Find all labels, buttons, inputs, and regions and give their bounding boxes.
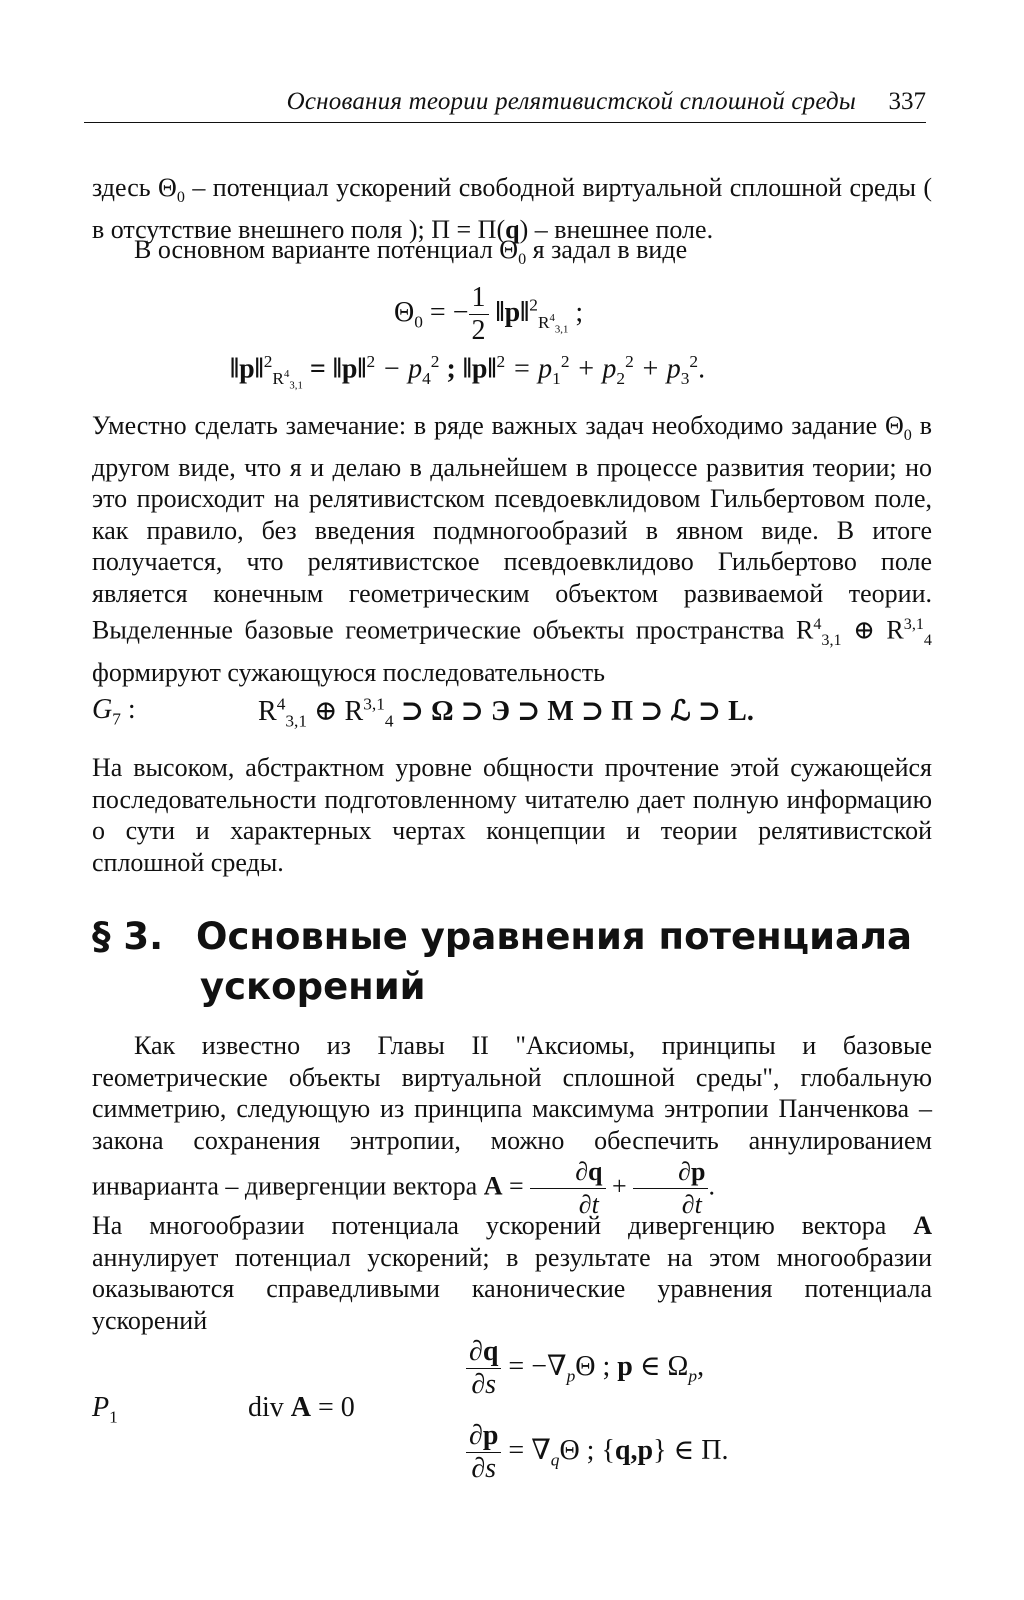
vector-a: A xyxy=(913,1211,932,1240)
subscript: p xyxy=(566,1366,576,1386)
equation-norm-p xyxy=(230,352,705,391)
subscript: 4 xyxy=(422,368,431,388)
text: формируют сужающуюся последовательность xyxy=(92,657,606,687)
norm-p: ; ‖p‖ xyxy=(439,353,497,385)
subscript: 3,1 xyxy=(289,379,303,392)
numerator: ∂p xyxy=(466,1420,501,1453)
symbol-p: P xyxy=(92,1392,110,1423)
space-symbol: R xyxy=(272,368,285,388)
subscript: 2 xyxy=(616,368,626,388)
section-number: § 3. xyxy=(92,915,164,958)
space-subscript xyxy=(272,368,303,392)
running-title: Основания теории релятивистской сплошной среды xyxy=(286,88,856,115)
period: . xyxy=(698,353,706,385)
subscript: q xyxy=(550,1450,560,1470)
fraction-dp-ds xyxy=(466,1420,501,1485)
space-subscript xyxy=(537,311,569,335)
p1: = p xyxy=(505,353,553,385)
norm-p: ‖p‖ xyxy=(495,296,530,328)
vector-a: A xyxy=(290,1392,312,1423)
superscript: 3,1 xyxy=(903,616,924,634)
rhs: Θ ; { xyxy=(559,1434,615,1466)
numerator: 1 xyxy=(469,282,489,315)
text: – потенциал ускорений свободной виртуальной сплошной среды ( в отсутствие внешнего поля ); Π = Π( xyxy=(92,173,933,244)
rhs: = −∇ xyxy=(501,1350,567,1382)
superscript: 2 xyxy=(560,352,570,371)
plus: + xyxy=(605,1171,634,1201)
page-number: 337 xyxy=(888,88,926,115)
superscript: 4 xyxy=(549,311,555,324)
superscript: 3,1 xyxy=(363,694,385,714)
symbol-g: G xyxy=(92,694,113,725)
text: На многообразии потенциала ускорений дивергенцию вектора xyxy=(92,1211,914,1240)
section-heading xyxy=(92,912,952,1012)
equals-zero: = 0 xyxy=(311,1392,355,1423)
colon: : xyxy=(120,694,136,725)
numerator: ∂q xyxy=(530,1156,605,1189)
superscript: 4 xyxy=(284,368,290,381)
canonical-equation-p xyxy=(466,1420,728,1485)
section-title-line1: Основные уравнения потенциала xyxy=(196,915,913,958)
space-symbol: R xyxy=(258,696,277,727)
subscript: 0 xyxy=(903,427,912,445)
text: аннулирует потенциал ускорений; в результате на этом многообразии оказываются справедливыми канонические уравнения потенциала ускорений xyxy=(92,1242,932,1335)
g7-sequence xyxy=(258,694,754,732)
paragraph-remark xyxy=(92,410,932,688)
comma: , xyxy=(697,1350,705,1382)
superscript: 4 xyxy=(813,616,822,634)
subscript: 3,1 xyxy=(821,632,842,650)
numerator: ∂p xyxy=(633,1156,708,1189)
p3: + p xyxy=(633,353,681,385)
subscript: 0 xyxy=(518,251,527,269)
membership: } ∈ Π. xyxy=(653,1434,729,1466)
subscript: 1 xyxy=(552,368,561,388)
g7-label xyxy=(92,694,136,730)
superscript: 2 xyxy=(263,352,273,371)
text: здесь Θ xyxy=(92,173,177,202)
subscript: 3 xyxy=(680,368,690,388)
denominator: ∂s xyxy=(471,1453,497,1484)
denominator: ∂t xyxy=(681,1190,702,1219)
canonical-equation-q xyxy=(466,1336,704,1401)
text: ) – внешнее поле. xyxy=(519,214,714,244)
norm-p: = ‖p‖ xyxy=(302,353,367,385)
superscript: 2 xyxy=(625,352,634,371)
text: Уместно сделать замечание: в ряде важных задач необходимо задание Θ xyxy=(92,411,904,440)
text: Как известно из Главы II "Аксиомы, принципы и базовые геометрические объекты виртуальной сплошной среды", глобальную симметрию, следующую из принципа максимума энтропии Панченкова – закона сохранения энтропии, можно обеспечить аннулированием инварианта – дивергенции вектора xyxy=(92,1031,932,1201)
section-title-line2: ускорений xyxy=(200,965,426,1008)
rhs: Θ ; xyxy=(575,1350,618,1382)
vector-a: A xyxy=(483,1171,503,1201)
paragraph-abstract-level xyxy=(92,752,932,878)
subscript: 4 xyxy=(923,632,932,650)
superscript: 2 xyxy=(689,352,699,371)
denominator: ∂t xyxy=(578,1190,599,1219)
semicolon: ; xyxy=(568,296,584,328)
numerator: ∂q xyxy=(466,1336,501,1369)
subscript: 0 xyxy=(414,312,423,332)
vector-p: p xyxy=(617,1350,633,1382)
vector-q: q xyxy=(505,214,520,244)
oplus: ⊕ R xyxy=(841,615,904,645)
superscript: 2 xyxy=(529,295,538,315)
denominator: ∂s xyxy=(471,1369,497,1400)
inclusion-chain: ⊃ Ω ⊃ Э ⊃ M ⊃ Π ⊃ ℒ ⊃ L. xyxy=(393,696,754,727)
period: . xyxy=(708,1171,715,1201)
subscript: 7 xyxy=(112,709,121,729)
superscript: 2 xyxy=(366,352,376,371)
denominator: 2 xyxy=(471,315,486,346)
oplus: ⊕ R xyxy=(307,696,364,727)
rhs: = ∇ xyxy=(501,1434,551,1466)
text: На высоком, абстрактном уровне общности прочтение этой сужающейся последовательности подготовленному читателю дает полную информацию о сути и характерных чертах концепции и теории релятивистской сплошной среды. xyxy=(92,753,932,877)
equals-minus: = − xyxy=(422,296,469,328)
fraction-one-half xyxy=(469,282,489,347)
superscript: 2 xyxy=(430,352,440,371)
norm-p: ‖p‖ xyxy=(230,353,264,385)
subscript: 4 xyxy=(384,711,394,731)
superscript: 4 xyxy=(276,694,286,714)
running-header xyxy=(84,88,926,123)
p2: + p xyxy=(569,353,617,385)
equation-theta0 xyxy=(394,282,583,347)
divergence-condition xyxy=(248,1392,355,1424)
paragraph-main-variant xyxy=(92,234,932,276)
vector-pair: q,p xyxy=(614,1434,654,1466)
superscript: 2 xyxy=(496,352,506,371)
text: В основном варианте потенциал Θ xyxy=(134,235,519,264)
system-label xyxy=(92,1392,118,1428)
paragraph-annulment xyxy=(92,1210,932,1336)
subscript: 0 xyxy=(176,189,185,207)
paragraph-chapter-reference xyxy=(92,1030,932,1221)
space-symbol: R xyxy=(537,312,550,332)
div-operator: div xyxy=(248,1392,291,1423)
membership: ∈ Ω xyxy=(632,1350,689,1382)
subscript: 3,1 xyxy=(285,711,308,731)
text: в другом виде, что я и делаю в дальнейшем в процессе развития теории; но это происходит на релятивистском псевдоевклидовом Гильбертовом поле, как правило, без введения подмногообразий в явном виде. В итоге получается, что релятивистское псевдоевклидово Гильбертово поле является конечным геометрическим объектом развиваемой теории. Выделенные базовые геометрические объекты пространства R xyxy=(92,411,932,645)
subscript: 1 xyxy=(109,1407,118,1427)
theta: Θ xyxy=(394,296,415,328)
text: я задал в виде xyxy=(526,235,688,264)
subscript: p xyxy=(688,1366,698,1386)
fraction-dq-ds xyxy=(466,1336,501,1401)
equals: = xyxy=(502,1171,531,1201)
subscript: 3,1 xyxy=(554,322,569,335)
p4: − p xyxy=(375,353,423,385)
